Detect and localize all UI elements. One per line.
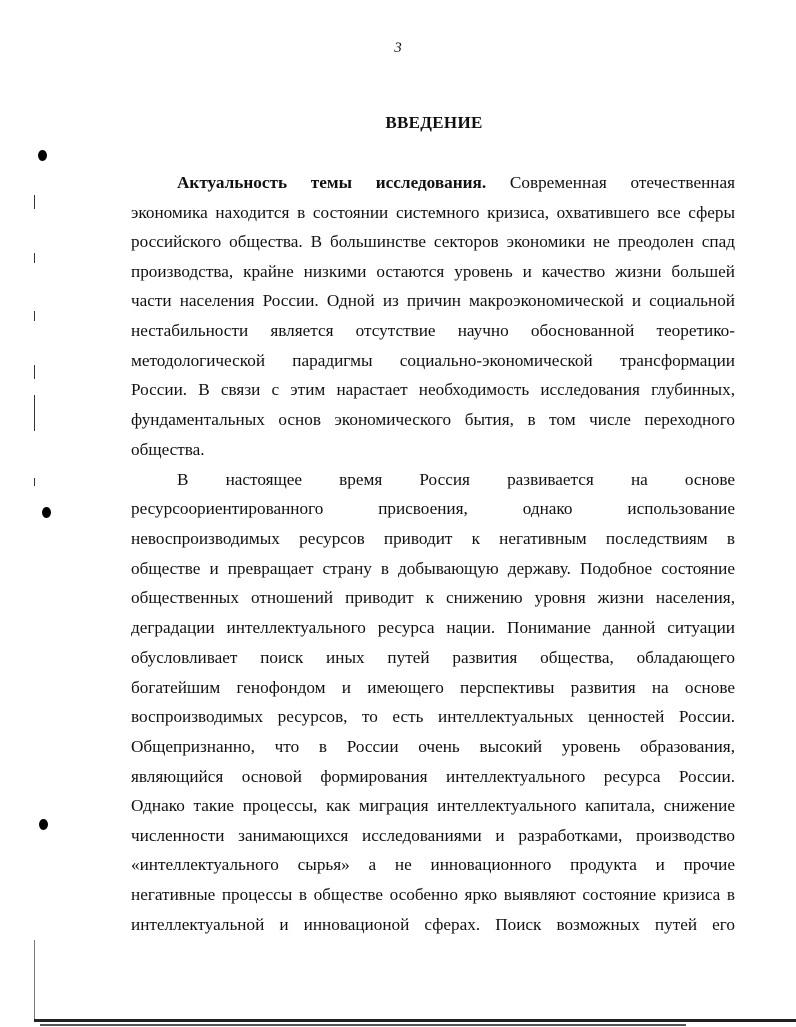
binder-hole-mark: [39, 819, 48, 830]
line-text: Современная отечественная: [509, 173, 736, 192]
page-title: ВВЕДЕНИЕ: [385, 113, 483, 132]
margin-mark: [34, 311, 35, 321]
paragraph-line: экономика находится в состоянии системного кризиса, охватившего все сферы: [131, 203, 735, 222]
page-edge: [40, 1024, 686, 1026]
paragraph-line: богатейшим генофондом и имеющего перспективы развития на основе: [131, 678, 735, 697]
paragraph-line: ресурсоориентированного присвоения, однако использование: [131, 499, 735, 518]
paragraph-line: деградации интеллектуального ресурса нации. Понимание данной ситуации: [131, 618, 735, 637]
page-edge: [34, 1019, 796, 1022]
paragraph-line: России. В связи с этим нарастает необходимость исследования глубинных,: [131, 380, 735, 399]
margin-mark: [34, 253, 35, 263]
paragraph-line: общественных отношений приводит к снижению уровня жизни населения,: [131, 588, 735, 607]
paragraph-line: В настоящее время Россия развивается на основе: [177, 470, 735, 489]
paragraph-line: обусловливает поиск иных путей развития общества, обладающего: [131, 648, 735, 667]
paragraph-line: негативные процессы в обществе особенно ярко выявляют состояние кризиса в: [131, 885, 735, 904]
paragraph-line: общества.: [131, 440, 205, 459]
paragraph-line: «интеллектуального сырья» а не инновационного продукта и прочие: [131, 855, 735, 874]
lead-phrase: Актуальность темы исследования.: [177, 173, 487, 192]
paragraph-line: воспроизводимых ресурсов, то есть интеллектуальных ценностей России.: [131, 707, 735, 726]
paragraph-line: производства, крайне низкими остаются уровень и качество жизни большей: [131, 262, 735, 281]
paragraph-line: российского общества. В большинстве секторов экономики не преодолен спад: [131, 232, 735, 251]
page-number: 3: [394, 40, 402, 56]
binder-hole-mark: [38, 150, 47, 161]
paragraph-line: [177, 172, 735, 194]
paragraph-line: методологической парадигмы социально-экономической трансформации: [131, 351, 735, 370]
margin-mark: [34, 395, 35, 431]
binder-hole-mark: [42, 507, 51, 518]
paragraph-line: интеллектуальной и инновационой сферах. Поиск возможных путей его: [131, 915, 735, 934]
page-edge: [34, 940, 35, 1020]
paragraph-line: фундаментальных основ экономического бытия, в том числе переходного: [131, 410, 735, 429]
paragraph-line: нестабильности является отсутствие научно обоснованной теоретико-: [131, 321, 735, 340]
paragraph-line: обществе и превращает страну в добывающую державу. Подобное состояние: [131, 559, 735, 578]
paragraph-line: численности занимающихся исследованиями и разработками, производство: [131, 826, 735, 845]
margin-mark: [34, 195, 35, 209]
paragraph-line: Общепризнанно, что в России очень высокий уровень образования,: [131, 737, 735, 756]
paragraph-line: являющийся основой формирования интеллектуального ресурса России.: [131, 767, 735, 786]
paragraph-line: части населения России. Одной из причин макроэкономической и социальной: [131, 291, 735, 310]
paragraph-line: Однако такие процессы, как миграция интеллектуального капитала, снижение: [131, 796, 735, 815]
margin-mark: [34, 478, 35, 486]
paragraph-line: невоспроизводимых ресурсов приводит к негативным последствиям в: [131, 529, 735, 548]
margin-mark: [34, 365, 35, 379]
